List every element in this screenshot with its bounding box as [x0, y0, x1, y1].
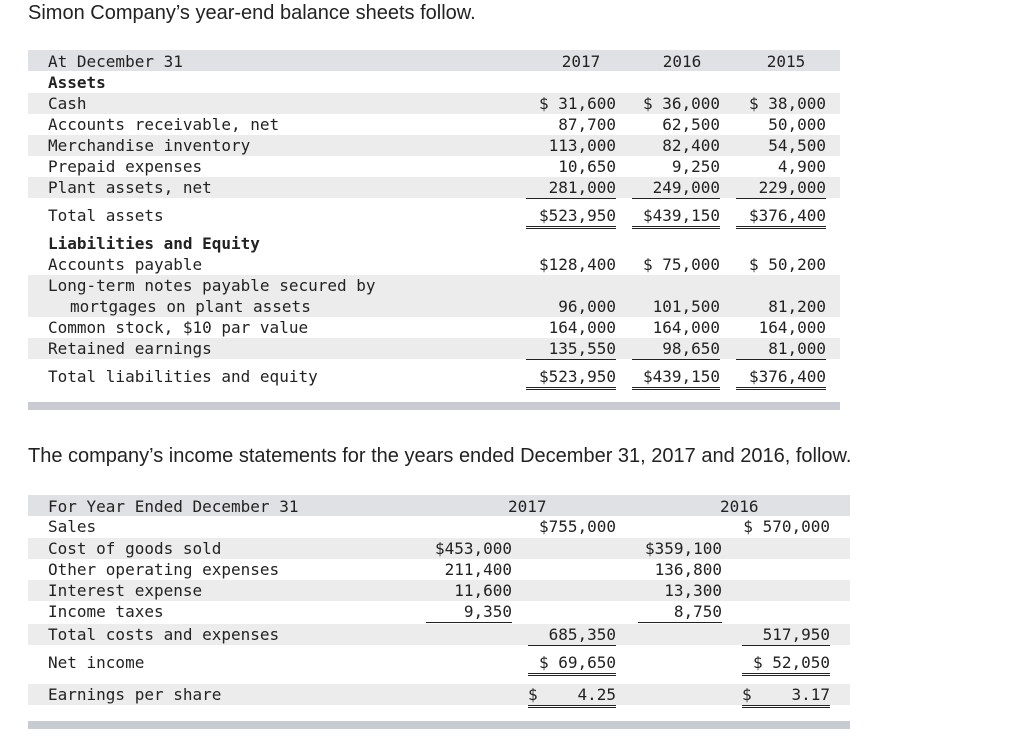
- value-2016: $ 36,000: [642, 94, 720, 113]
- row-label: Other operating expenses: [48, 560, 280, 579]
- value-2016: $439,150: [632, 205, 720, 229]
- value-2017: 9,350: [426, 601, 512, 623]
- table-row: [28, 93, 840, 114]
- value-2016: 3.17: [791, 685, 830, 704]
- table-row: [28, 177, 840, 198]
- balance-year-2017: 2017: [561, 52, 601, 71]
- value-2017: $ 31,600: [538, 94, 616, 113]
- row-label: mortgages on plant assets: [70, 297, 311, 316]
- table-row: [28, 254, 840, 275]
- value-2016: $ 570,000: [743, 517, 830, 536]
- value-2015: 4,900: [777, 157, 826, 176]
- value-2017: 281,000: [526, 177, 616, 199]
- eps-dollar-2017: $: [528, 684, 616, 708]
- value-2017: 164,000: [548, 318, 616, 337]
- row-label: Long-term notes payable secured by: [48, 276, 376, 295]
- table-row: [28, 296, 840, 317]
- total-assets-row: [28, 205, 840, 226]
- value-2016: 249,000: [632, 177, 720, 199]
- liabilities-heading-row: [28, 233, 840, 254]
- income-year-2016: 2016: [720, 497, 759, 516]
- row-label: Prepaid expenses: [48, 157, 203, 176]
- value-2017: $ 69,650: [528, 652, 616, 676]
- value-2016: $ 75,000: [642, 255, 720, 274]
- table-row: [28, 338, 840, 359]
- row-label: Retained earnings: [48, 339, 212, 358]
- value-2015: 164,000: [758, 318, 826, 337]
- value-2017: $523,950: [526, 205, 616, 229]
- row-label: Accounts receivable, net: [48, 115, 280, 134]
- income-header-label: For Year Ended December 31: [48, 497, 299, 516]
- value-2016: 164,000: [652, 318, 720, 337]
- table-row: [28, 317, 840, 338]
- income-statement-intro: The company’s income statements for the years ended December 31, 2017 and 2016, follow.: [28, 445, 852, 467]
- row-label: Plant assets, net: [48, 178, 212, 197]
- table-row: [28, 156, 840, 177]
- value-2015: $ 38,000: [748, 94, 826, 113]
- value-2016: $ 52,050: [742, 652, 830, 676]
- value-2017: 96,000: [558, 297, 616, 316]
- balance-sheet-intro: Simon Company’s year-end balance sheets follow.: [28, 2, 476, 24]
- income-year-2017: 2017: [508, 497, 547, 516]
- value-2017: 135,550: [526, 338, 616, 360]
- value-2015: 50,000: [768, 115, 826, 134]
- balance-year-2015: 2015: [766, 52, 806, 71]
- row-label: Sales: [48, 517, 97, 536]
- value-2015: $376,400: [736, 205, 826, 229]
- row-label: Merchandise inventory: [48, 136, 251, 155]
- value-2017: 10,650: [558, 157, 616, 176]
- value-2017: 4.25: [577, 685, 616, 704]
- value-2015: 54,500: [768, 136, 826, 155]
- row-label: Common stock, $10 par value: [48, 318, 309, 337]
- value-2017: $128,400: [538, 255, 616, 274]
- balance-sheet-table: [28, 50, 840, 410]
- row-label: Accounts payable: [48, 255, 203, 274]
- balance-header-label: At December 31: [48, 52, 183, 71]
- liabilities-heading: Liabilities and Equity: [48, 234, 260, 253]
- table-row: [28, 601, 850, 622]
- net-income-row: [28, 652, 850, 673]
- value-2017: 211,400: [444, 560, 512, 579]
- row-label: Total assets: [48, 206, 164, 225]
- table-footer-bar: [28, 721, 850, 729]
- value-2016: 62,500: [662, 115, 720, 134]
- value-2016: $439,150: [632, 366, 720, 390]
- table-row: [28, 135, 840, 156]
- row-label: Net income: [48, 653, 145, 672]
- value-2015: 81,200: [768, 297, 826, 316]
- value-2015: 81,000: [736, 338, 826, 360]
- table-row: [28, 516, 850, 537]
- value-2015: $ 50,200: [748, 255, 826, 274]
- table-row: [28, 538, 850, 559]
- value-2015: 229,000: [736, 177, 826, 199]
- eps-dollar-2016: $: [742, 684, 830, 708]
- value-2017: 87,700: [558, 115, 616, 134]
- income-header-row: [28, 495, 850, 516]
- row-label: Total liabilities and equity: [48, 367, 318, 386]
- income-statement-table: [28, 495, 850, 735]
- value-2016: 8,750: [638, 601, 722, 623]
- table-row: [28, 275, 840, 296]
- value-2016: 136,800: [654, 560, 722, 579]
- value-2016: $359,100: [644, 539, 722, 558]
- value-2016: 98,650: [632, 338, 720, 360]
- value-2016: 13,300: [664, 581, 722, 600]
- value-2016: 9,250: [671, 157, 720, 176]
- total-liabilities-row: [28, 366, 840, 387]
- balance-header-row: [28, 50, 840, 71]
- balance-year-2016: 2016: [662, 52, 702, 71]
- assets-heading-row: [28, 72, 840, 93]
- assets-heading: Assets: [48, 73, 106, 92]
- value-2017: 113,000: [548, 136, 616, 155]
- row-label: Total costs and expenses: [48, 625, 280, 644]
- table-row: [28, 624, 850, 645]
- row-label: Cost of goods sold: [48, 539, 222, 558]
- value-2017: $453,000: [434, 539, 512, 558]
- eps-row: [28, 684, 850, 705]
- table-footer-bar: [28, 402, 840, 410]
- value-2017: $523,950: [526, 366, 616, 390]
- table-row: [28, 580, 850, 601]
- row-label: Cash: [48, 94, 87, 113]
- value-2016: 101,500: [652, 297, 720, 316]
- value-2017: 11,600: [454, 581, 512, 600]
- value-2016: 517,950: [742, 624, 830, 646]
- table-row: [28, 114, 840, 135]
- row-label: Earnings per share: [48, 685, 222, 704]
- row-label: Income taxes: [48, 602, 164, 621]
- value-2015: $376,400: [736, 366, 826, 390]
- value-2017: $755,000: [538, 517, 616, 536]
- value-2017: 685,350: [528, 624, 616, 646]
- value-2016: 82,400: [662, 136, 720, 155]
- row-label: Interest expense: [48, 581, 203, 600]
- table-row: [28, 559, 850, 580]
